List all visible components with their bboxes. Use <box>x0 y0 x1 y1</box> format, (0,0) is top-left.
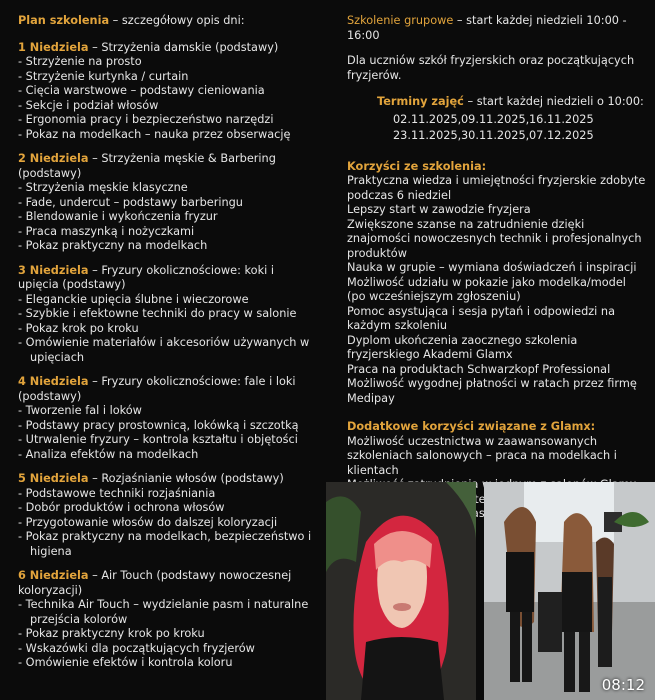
day-item: - Podstawowe techniki rozjaśniania <box>18 487 318 502</box>
day-item: - Szybkie i efektowne techniki do pracy w salonie <box>18 307 318 322</box>
day-item: - Sekcje i podział włosów <box>18 99 318 114</box>
day-number: 1 Niedziela <box>18 40 89 54</box>
day-item: - Utrwalenie fryzury – kontrola kształtu i objętości <box>18 433 318 448</box>
day-number: 4 Niedziela <box>18 375 89 388</box>
photo-red-hair-model <box>326 482 476 700</box>
day-item: - Pokaz praktyczny krok po kroku <box>18 627 318 642</box>
day-items <box>18 181 318 254</box>
photo-salon-training <box>484 482 655 700</box>
dates-row-1 <box>377 113 647 128</box>
date: 30.11.2025, <box>461 129 530 142</box>
day-block <box>18 152 318 254</box>
day-items <box>18 55 318 142</box>
day-item: - Praca maszynką i nożyczkami <box>18 225 318 240</box>
day-items <box>18 487 318 560</box>
day-item: - Omówienie efektów i kontrola koloru <box>18 656 318 671</box>
day-item: - Omówienie materiałów i akcesoriów używanych w upięciach <box>18 336 318 365</box>
day-block <box>18 472 318 559</box>
time-indicator: 08:12 <box>601 676 645 694</box>
benefit-item: Możliwość wygodnej płatności w ratach przez firmę Medipay <box>347 377 637 405</box>
benefit-item: systemie <box>455 492 507 506</box>
day-item: - Analiza efektów na modelkach <box>18 448 318 463</box>
day-block <box>18 264 318 366</box>
day-item: - Pokaz praktyczny na modelkach <box>18 239 318 254</box>
day-topic: – Strzyżenia damskie (podstawy) <box>88 40 279 54</box>
day-title <box>18 375 318 404</box>
benefits-title: Korzyści ze szkolenia: <box>347 159 487 173</box>
day-topic: – Fryzury okolicznościowe: koki i upięcia (podstawy) <box>18 263 274 291</box>
day-title <box>18 41 318 56</box>
day-block <box>18 569 318 671</box>
day-number: 5 Niedziela <box>18 472 89 485</box>
terms-block <box>347 95 647 144</box>
salon-training-image <box>484 482 655 700</box>
intro-text: Dla uczniów szkół fryzjerskich oraz początkujących fryzjerów. <box>347 54 635 82</box>
day-item: - Pokaz praktyczny na modelkach, bezpieczeństwo i higiena <box>18 530 318 559</box>
day-number: 3 Niedziela <box>18 263 89 277</box>
date: 07.12.2025 <box>529 129 594 142</box>
date: 16.11.2025 <box>529 112 594 126</box>
day-block <box>18 41 318 143</box>
benefit-item: Praktyczna wiedza i umiejętności fryzjerskie zdobyte podczas 6 niedziel <box>347 174 646 202</box>
benefit-item: Możliwość udziału w pokazie jako modelka/model (po wcześniejszym zgłoszeniu) <box>347 275 626 303</box>
benefit-item: własnej <box>459 507 502 520</box>
day-item: - Technika Air Touch – wydzielanie pasm i naturalne przejścia kolorów <box>18 598 318 627</box>
day-title <box>18 152 318 181</box>
day-block <box>18 375 318 462</box>
dates-row-2 <box>377 129 647 144</box>
day-items <box>18 404 318 462</box>
day-item: - Przygotowanie włosów do dalszej koloryzacji <box>18 516 318 531</box>
info-column <box>347 14 647 522</box>
day-item: - Strzyżenie kurtynka / curtain <box>18 70 318 85</box>
day-item: - Dobór produktów i ochrona włosów <box>18 501 318 516</box>
days-list <box>18 41 318 671</box>
day-item: - Strzyżenia męskie klasyczne <box>18 181 318 196</box>
day-number: 2 Niedziela <box>18 152 89 165</box>
date: 02.11.2025, <box>393 112 462 126</box>
group-header <box>347 14 647 43</box>
benefit-item: Praca na produktach Schwarzkopf Professional <box>347 362 611 376</box>
training-plan-column <box>18 14 318 681</box>
day-item: - Strzyżenie na prosto <box>18 55 318 70</box>
terms-header <box>377 95 647 110</box>
day-item: - Podstawy pracy prostownicą, lokówką i szczotką <box>18 419 318 434</box>
benefit-item: Dyplom ukończenia zaocznego szkolenia fryzjerskiego Akademi Glamx <box>347 333 578 361</box>
plan-header-title: Plan szkolenia <box>18 14 110 27</box>
benefit-item: Pomoc asystująca i sesja pytań i odpowiedzi na każdym szkoleniu <box>347 304 615 332</box>
day-items <box>18 293 318 366</box>
day-title <box>18 472 318 487</box>
day-topic: – Rozjaśnianie włosów (podstawy) <box>88 472 284 485</box>
day-title <box>18 264 318 293</box>
benefit-item: Lepszy start w zawodzie fryzjera <box>347 203 531 216</box>
day-item: - Cięcia warstwowe – podstawy cieniowania <box>18 84 318 99</box>
group-rest: – start każdej niedzieli 10:00 - 16:00 <box>347 14 627 42</box>
day-items <box>18 598 318 671</box>
benefit-item: Zwiększone szanse na zatrudnienie dzięki znajomości nowoczesnych technik i profesjonalnych produktów <box>347 217 642 260</box>
benefit-item: Nauka w grupie – wymiana doświadczeń i inspiracji <box>347 261 637 274</box>
day-item: - Pokaz na modelkach – nauka przez obserwację <box>18 128 318 143</box>
day-item: - Pokaz krok po kroku <box>18 322 318 337</box>
day-item: - Eleganckie upięcia ślubne i wieczorowe <box>18 293 318 308</box>
day-title <box>18 569 318 598</box>
day-item: - Wskazówki dla początkujących fryzjerów <box>18 642 318 657</box>
date: 23.11.2025, <box>393 129 462 142</box>
terms-rest: – start każdej niedzieli o 10:00: <box>463 95 644 108</box>
benefits-list <box>347 174 647 406</box>
day-item: - Fade, undercut – podstawy barberingu <box>18 196 318 211</box>
day-number: 6 Niedziela <box>18 569 89 582</box>
terms-title: Terminy zajęć <box>377 95 464 108</box>
day-item: - Blendowanie i wykończenia fryzur <box>18 210 318 225</box>
benefit-item: Możliwość uczestnictwa w zaawansowanych szkoleniach salonowych – praca na modelkach i klientach <box>347 434 617 477</box>
plan-header-rest: – szczegółowy opis dni: <box>109 14 245 27</box>
day-topic: – Fryzury okolicznościowe: fale i loki (podstawy) <box>18 375 296 403</box>
plan-header <box>18 14 318 29</box>
group-title: Szkolenie grupowe <box>347 14 454 27</box>
day-item: - Tworzenie fal i loków <box>18 404 318 419</box>
day-topic: – Air Touch (podstawy nowoczesnej koloryzacji) <box>18 569 292 597</box>
extra-benefits-title: Dodatkowe korzyści związane z Glamx: <box>347 420 596 433</box>
day-item: - Ergonomia pracy i bezpieczeństwo narzędzi <box>18 113 318 128</box>
red-hair-model-image <box>326 482 476 700</box>
day-topic: – Strzyżenia męskie & Barbering (podstawy) <box>18 152 276 180</box>
date: 09.11.2025, <box>461 112 530 126</box>
